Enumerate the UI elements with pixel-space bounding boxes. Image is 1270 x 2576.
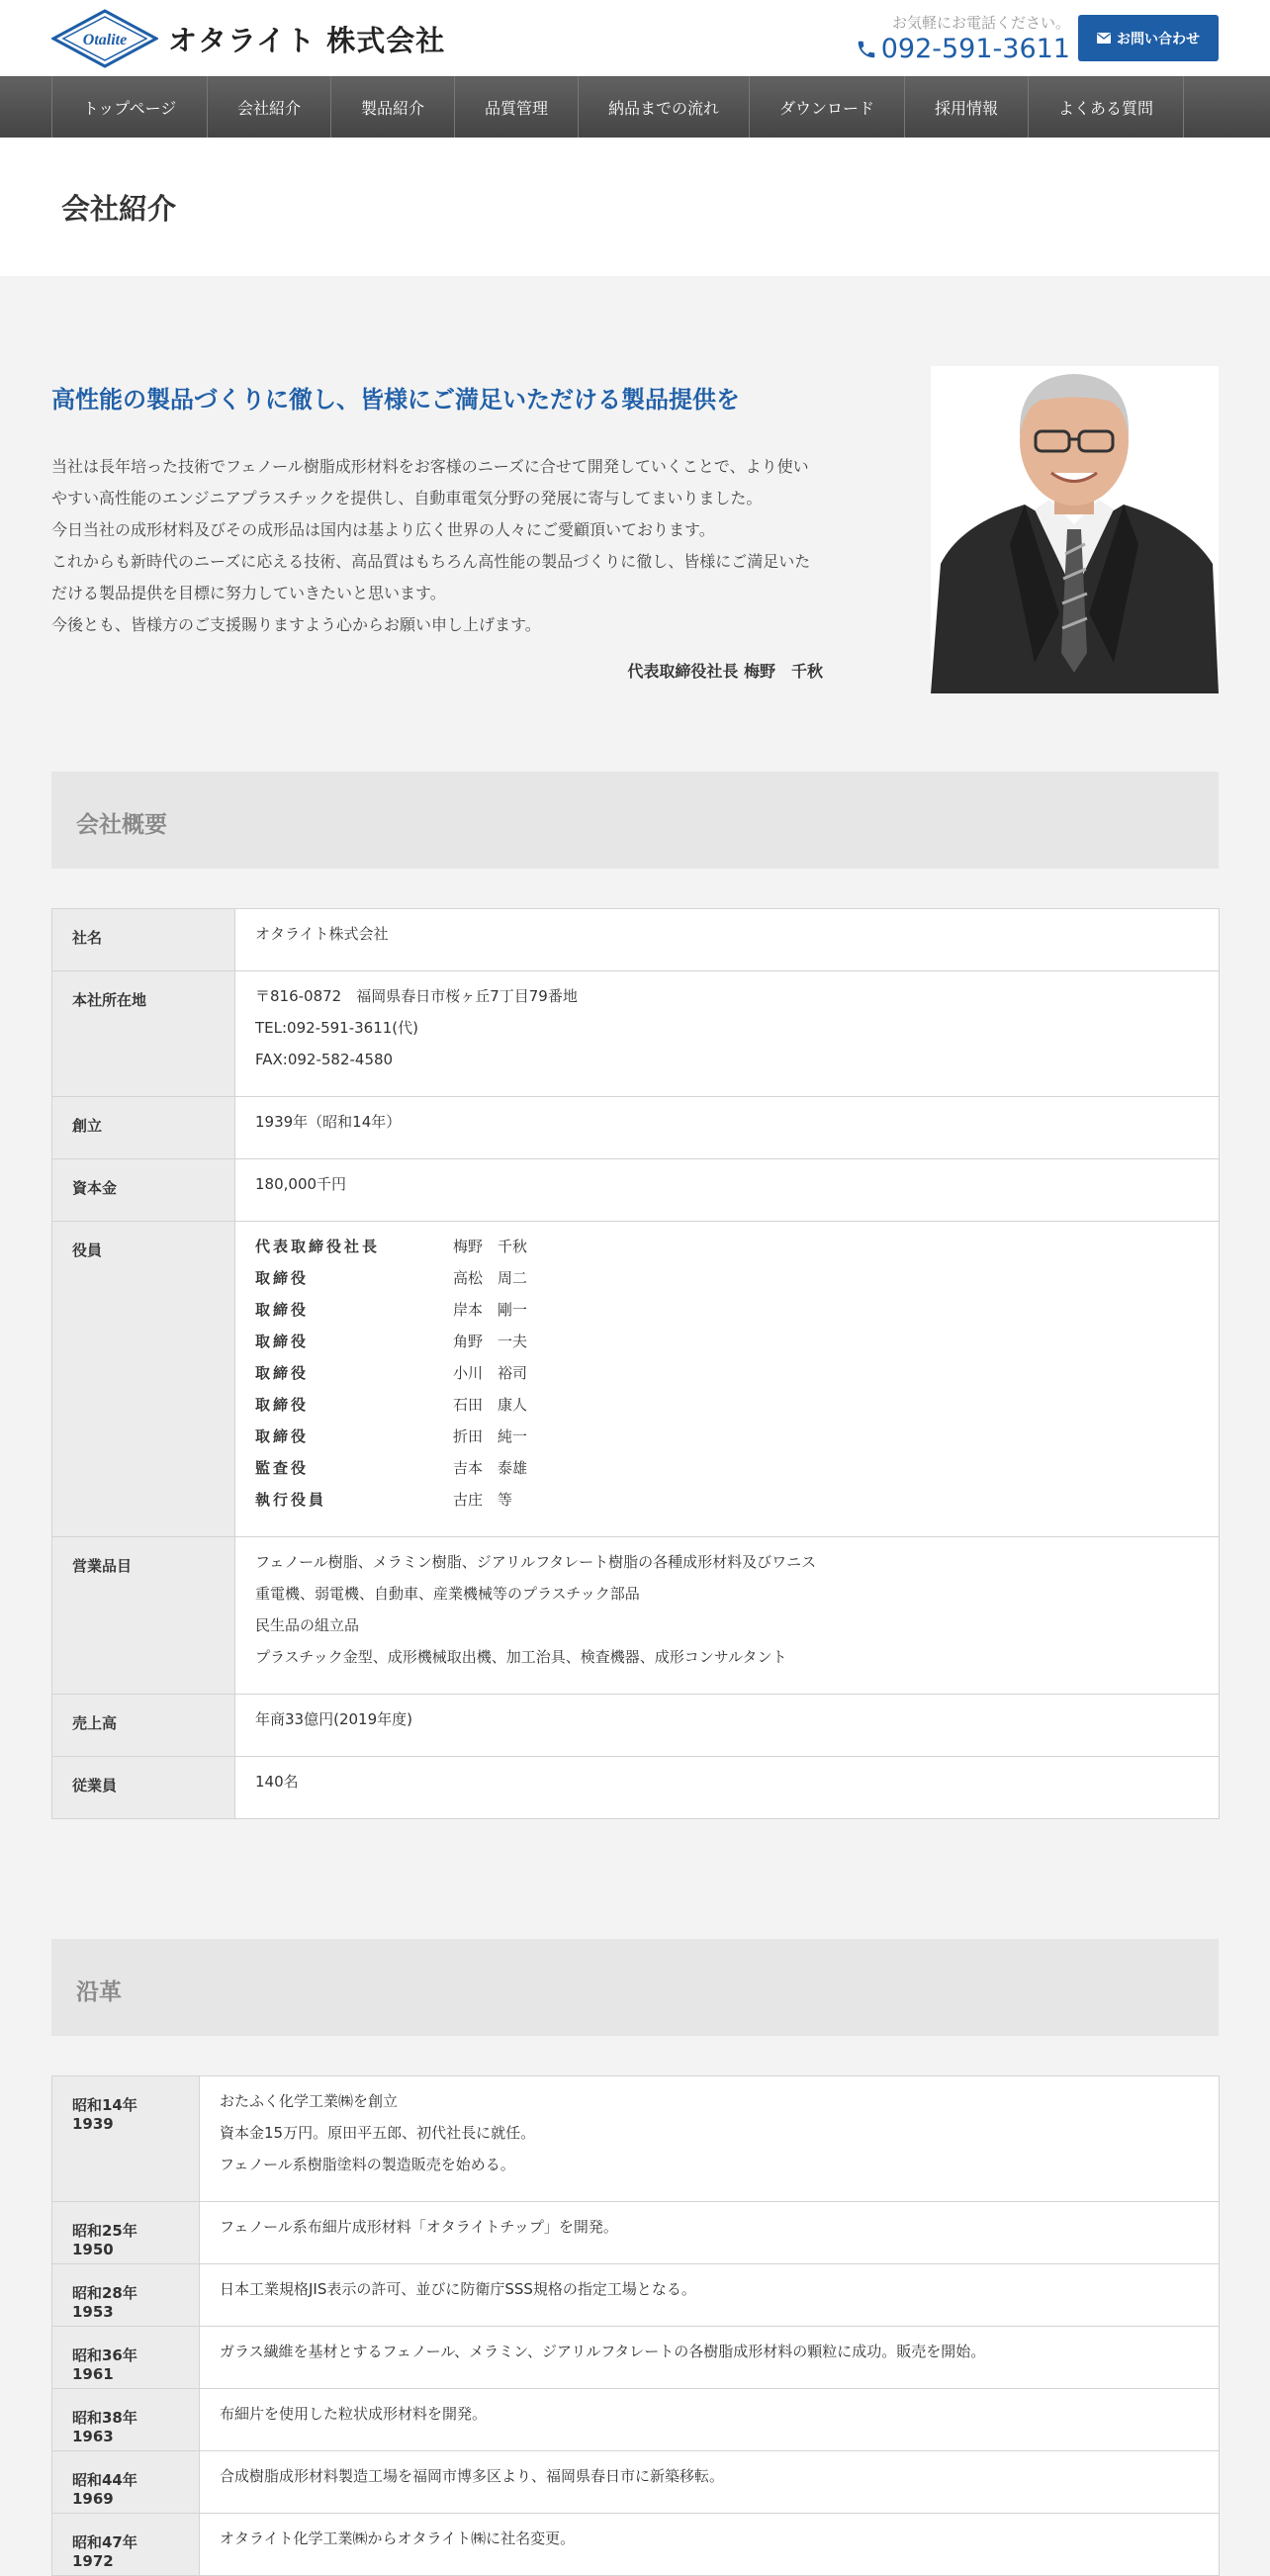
officer-name: 岸本 剛一 <box>453 1301 528 1319</box>
history-event-line: ガラス繊維を基材とするフェノール、メラミン、ジアリルフタレートの各樹脂成形材料の顆粒に成功。販売を開始。 <box>220 2343 986 2360</box>
history-year: 昭和36年 1961 <box>52 2327 200 2389</box>
overview-heading: 会社概要 <box>76 812 167 838</box>
row-value-line: 1939年（昭和14年） <box>255 1113 402 1131</box>
row-value-line: 180,000千円 <box>255 1175 347 1193</box>
history-event-line: フェノール系樹脂塗料の製造販売を始める。 <box>220 2156 515 2173</box>
global-nav <box>0 76 1270 138</box>
row-label: 創立 <box>52 1097 235 1159</box>
president-portrait <box>931 366 1219 693</box>
row-value <box>235 909 1220 971</box>
contact-button-label: お問い合わせ <box>1117 31 1200 47</box>
row-label: 資本金 <box>52 1159 235 1222</box>
greeting-line: 今日当社の成形材料及びその成形品は国内は基より広く世界の人々にご愛顧頂いております。 <box>51 520 715 539</box>
officer-row <box>255 1231 1199 1262</box>
company-logo[interactable] <box>51 8 445 69</box>
history-event <box>200 2076 1220 2202</box>
row-label: 売上高 <box>52 1695 235 1757</box>
row-value-line: 年商33億円(2019年度) <box>255 1710 412 1728</box>
row-label: 社名 <box>52 909 235 971</box>
officer-row <box>255 1484 1199 1516</box>
table-row <box>52 1757 1220 1819</box>
table-row <box>52 2451 1220 2514</box>
officer-role: 取締役 <box>255 1301 310 1319</box>
greeting-line: 当社は長年培った技術でフェノール樹脂成形材料をお客様のニーズに合せて開発していくことで、より使い <box>51 457 809 476</box>
phone-block <box>853 13 1070 64</box>
site-header <box>0 0 1270 76</box>
greeting-line: やすい高性能のエンジニアプラスチックを提供し、自動車電気分野の発展に寄与してまいりました。 <box>51 489 763 507</box>
otalite-logo-mark-icon <box>51 9 158 68</box>
row-value <box>235 971 1220 1097</box>
nav-item-products[interactable]: 製品紹介 <box>331 76 455 138</box>
table-row <box>52 909 1220 971</box>
officer-name: 角野 一夫 <box>453 1333 528 1350</box>
overview-section-header <box>51 772 1219 869</box>
phone-number[interactable]: 092-591-3611 <box>880 34 1070 64</box>
table-row <box>52 2514 1220 2576</box>
officer-row <box>255 1389 1199 1421</box>
history-event-line: 布細片を使用した粒状成形材料を開発。 <box>220 2405 488 2423</box>
nav-item-company[interactable]: 会社紹介 <box>208 76 331 138</box>
row-value-line: 重電機、弱電機、自動車、産業機械等のプラスチック部品 <box>255 1585 640 1603</box>
history-year: 昭和25年 1950 <box>52 2202 200 2264</box>
greeting-line: だける製品提供を目標に努力していきたいと思います。 <box>51 584 446 602</box>
greeting-line: 今後とも、皆様方のご支援賜りますよう心からお願い申し上げます。 <box>51 615 541 634</box>
history-year: 昭和38年 1963 <box>52 2389 200 2451</box>
table-row <box>52 1695 1220 1757</box>
history-year: 昭和44年 1969 <box>52 2451 200 2514</box>
history-event-line: オタライト化学工業㈱からオタライト㈱に社名変更。 <box>220 2530 576 2547</box>
officer-name: 吉本 泰雄 <box>453 1459 528 1477</box>
history-event-line: フェノール系布細片成形材料「オタライトチップ」を開発。 <box>220 2218 618 2236</box>
row-label: 従業員 <box>52 1757 235 1819</box>
officer-name: 梅野 千秋 <box>453 1238 528 1255</box>
row-value-line: 〒816-0872 福岡県春日市桜ヶ丘7丁目79番地 <box>255 987 578 1005</box>
table-row <box>52 2327 1220 2389</box>
officer-role: 取締役 <box>255 1333 310 1350</box>
history-heading: 沿革 <box>76 1979 122 2005</box>
officer-row <box>255 1452 1199 1484</box>
nav-item-top[interactable]: トップページ <box>52 76 208 138</box>
row-value-line: プラスチック金型、成形機械取出機、加工治具、検査機器、成形コンサルタント <box>255 1648 787 1666</box>
nav-item-quality[interactable]: 品質管理 <box>455 76 579 138</box>
row-label: 営業品目 <box>52 1537 235 1695</box>
officer-name: 小川 裕司 <box>453 1364 528 1382</box>
row-value <box>235 1757 1220 1819</box>
greeting-line: これからも新時代のニーズに応える技術、高品質はもちろん高性能の製品づくりに徹し、皆様にご満足いた <box>51 552 811 571</box>
row-value-line: オタライト株式会社 <box>255 925 389 943</box>
row-label: 本社所在地 <box>52 971 235 1097</box>
officer-role: 取締役 <box>255 1396 310 1414</box>
company-overview-table <box>51 908 1220 1819</box>
table-row <box>52 1222 1220 1537</box>
nav-item-faq[interactable]: よくある質問 <box>1029 76 1184 138</box>
table-row <box>52 2076 1220 2202</box>
history-event-line: おたふく化学工業㈱を創立 <box>220 2092 399 2110</box>
officer-name: 折田 純一 <box>453 1427 528 1445</box>
phone-note: お気軽にお電話ください。 <box>891 14 1070 32</box>
table-row <box>52 2389 1220 2451</box>
page-title: 会社紹介 <box>61 192 177 226</box>
row-value <box>235 1695 1220 1757</box>
officer-row <box>255 1294 1199 1326</box>
table-row <box>52 1159 1220 1222</box>
officer-name: 石田 康人 <box>453 1396 528 1414</box>
row-value <box>235 1537 1220 1695</box>
officer-row <box>255 1326 1199 1357</box>
page-title-bar <box>0 138 1270 276</box>
officers-list <box>235 1222 1220 1537</box>
row-value <box>235 1159 1220 1222</box>
table-row <box>52 1097 1220 1159</box>
table-row <box>52 1537 1220 1695</box>
president-signature: 代表取締役社長 梅野 千秋 <box>627 662 823 681</box>
history-year: 昭和14年 1939 <box>52 2076 200 2202</box>
officer-name: 古庄 等 <box>453 1491 513 1509</box>
nav-item-delivery-flow[interactable]: 納品までの流れ <box>579 76 750 138</box>
table-row <box>52 2202 1220 2264</box>
row-value <box>235 1097 1220 1159</box>
row-value-line: TEL:092-591-3611(代) <box>255 1019 419 1037</box>
history-event-line: 日本工業規格JIS表示の許可、並びに防衛庁SSS規格の指定工場となる。 <box>220 2280 696 2298</box>
row-value-line: FAX:092-582-4580 <box>255 1051 394 1068</box>
officer-role: 代表取締役社長 <box>255 1238 381 1255</box>
row-label: 役員 <box>52 1222 235 1537</box>
officer-role: 取締役 <box>255 1427 310 1445</box>
envelope-icon <box>1097 33 1111 44</box>
history-event-line: 資本金15万円。原田平五郎、初代社長に就任。 <box>220 2124 536 2142</box>
table-row <box>52 971 1220 1097</box>
history-event <box>200 2202 1220 2264</box>
officer-row <box>255 1357 1199 1389</box>
contact-button[interactable] <box>1078 15 1219 61</box>
history-event-line: 合成樹脂成形材料製造工場を福岡市博多区より、福岡県春日市に新築移転。 <box>220 2467 725 2485</box>
officer-row <box>255 1421 1199 1452</box>
officer-role: 取締役 <box>255 1269 310 1287</box>
phone-icon <box>856 39 877 60</box>
nav-item-recruit[interactable]: 採用情報 <box>905 76 1029 138</box>
officer-role: 監査役 <box>255 1459 310 1477</box>
history-section-header <box>51 1939 1219 2036</box>
row-value-line: 民生品の組立品 <box>255 1616 360 1634</box>
officer-row <box>255 1262 1199 1294</box>
officer-role: 取締役 <box>255 1364 310 1382</box>
table-row <box>52 2264 1220 2327</box>
row-value-line: フェノール樹脂、メラミン樹脂、ジアリルフタレート樹脂の各種成形材料及びワニス <box>255 1553 817 1571</box>
svg-text:Otalite: Otalite <box>82 32 128 48</box>
officer-name: 高松 周二 <box>453 1269 528 1287</box>
history-year: 昭和47年 1972 <box>52 2514 200 2576</box>
history-event <box>200 2451 1220 2514</box>
history-event <box>200 2264 1220 2327</box>
greeting-heading: 高性能の製品づくりに徹し、皆様にご満足いただける製品提供を <box>51 386 740 414</box>
nav-item-download[interactable]: ダウンロード <box>750 76 905 138</box>
officer-role: 執行役員 <box>255 1491 327 1509</box>
company-history-table <box>51 2075 1220 2576</box>
company-name: オタライト 株式会社 <box>168 23 446 57</box>
row-value-line: 140名 <box>255 1773 299 1791</box>
history-event <box>200 2514 1220 2576</box>
history-year: 昭和28年 1953 <box>52 2264 200 2327</box>
history-event <box>200 2389 1220 2451</box>
history-event <box>200 2327 1220 2389</box>
greeting-body <box>51 451 823 641</box>
